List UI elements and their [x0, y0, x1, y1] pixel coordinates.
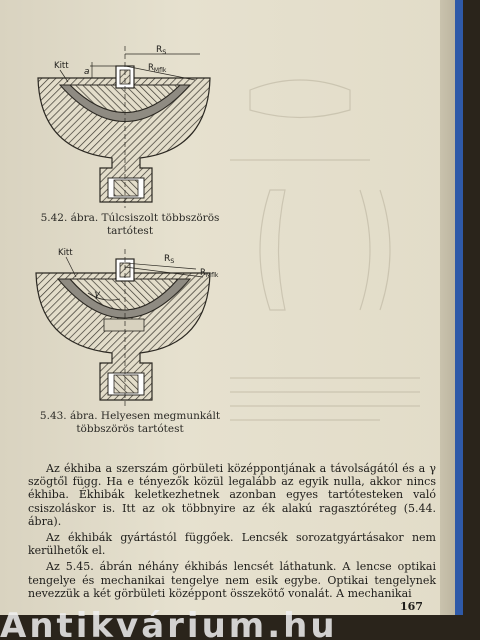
label-rs-sub: S	[170, 257, 175, 265]
label-rm-sub: Mflk	[205, 272, 219, 279]
figure-5-42-caption	[20, 212, 240, 238]
label-kitt: Kitt	[54, 61, 69, 71]
caption-line: 5.43. ábra. Helyesen megmunkált	[39, 410, 221, 422]
figure-5-43-caption	[20, 410, 240, 436]
paragraph: Az ékhiba a szerszám görbületi középpontjának a távolságától és a γ szögtől függ. Ha e tényezők közül legalább az egyik nulla, akkor nincs ékhiba. Ékhibák keletkezhetnek azonban egyes tartótesteken való csiszoláskor is. Itt az ok többnyire az ék alakú ragasztóréteg (5.44. ábra).	[28, 462, 436, 528]
paragraph: Az 5.45. ábrán néhány ékhibás lencsét láthatunk. A lencse optikai tengelye és mechanikai tengelye nem esik egybe. Optikai tengelynek nevezzük a két görbületi középpont összekötő vonalát. A mechanikai	[28, 560, 436, 600]
background-right	[463, 0, 480, 640]
reverse-page-bleed	[230, 0, 455, 460]
svg-text:RMflk	[148, 63, 167, 74]
paragraph: Az ékhibák gyártástól függőek. Lencsék sorozatgyártásakor nem kerülhetők el.	[28, 531, 436, 558]
blue-cover-edge	[455, 0, 463, 640]
caption-line: többszörös tartótest	[76, 423, 184, 435]
figure-5-43	[28, 245, 228, 410]
figure-5-42	[30, 40, 230, 212]
svg-text:RS	[164, 254, 174, 265]
label-rm: R	[148, 63, 154, 73]
label-rs: R	[164, 254, 171, 264]
body-text	[28, 462, 436, 600]
label-rs-sub: S	[162, 48, 167, 56]
svg-text:RMflk	[200, 268, 219, 279]
page-number: 167	[400, 600, 423, 613]
watermark: Antikvárium.hu	[0, 606, 338, 640]
label-gamma: γ	[94, 289, 100, 300]
label-rm: R	[200, 268, 206, 278]
label-kitt: Kitt	[58, 248, 73, 258]
caption-line: tartótest	[106, 225, 154, 237]
caption-line: 5.42. ábra. Túlcsiszolt többszörös	[40, 212, 220, 224]
label-rm-sub: Mflk	[153, 67, 167, 74]
label-rs: R	[156, 45, 163, 55]
label-a: a	[84, 67, 90, 77]
svg-text:RS	[156, 45, 166, 56]
